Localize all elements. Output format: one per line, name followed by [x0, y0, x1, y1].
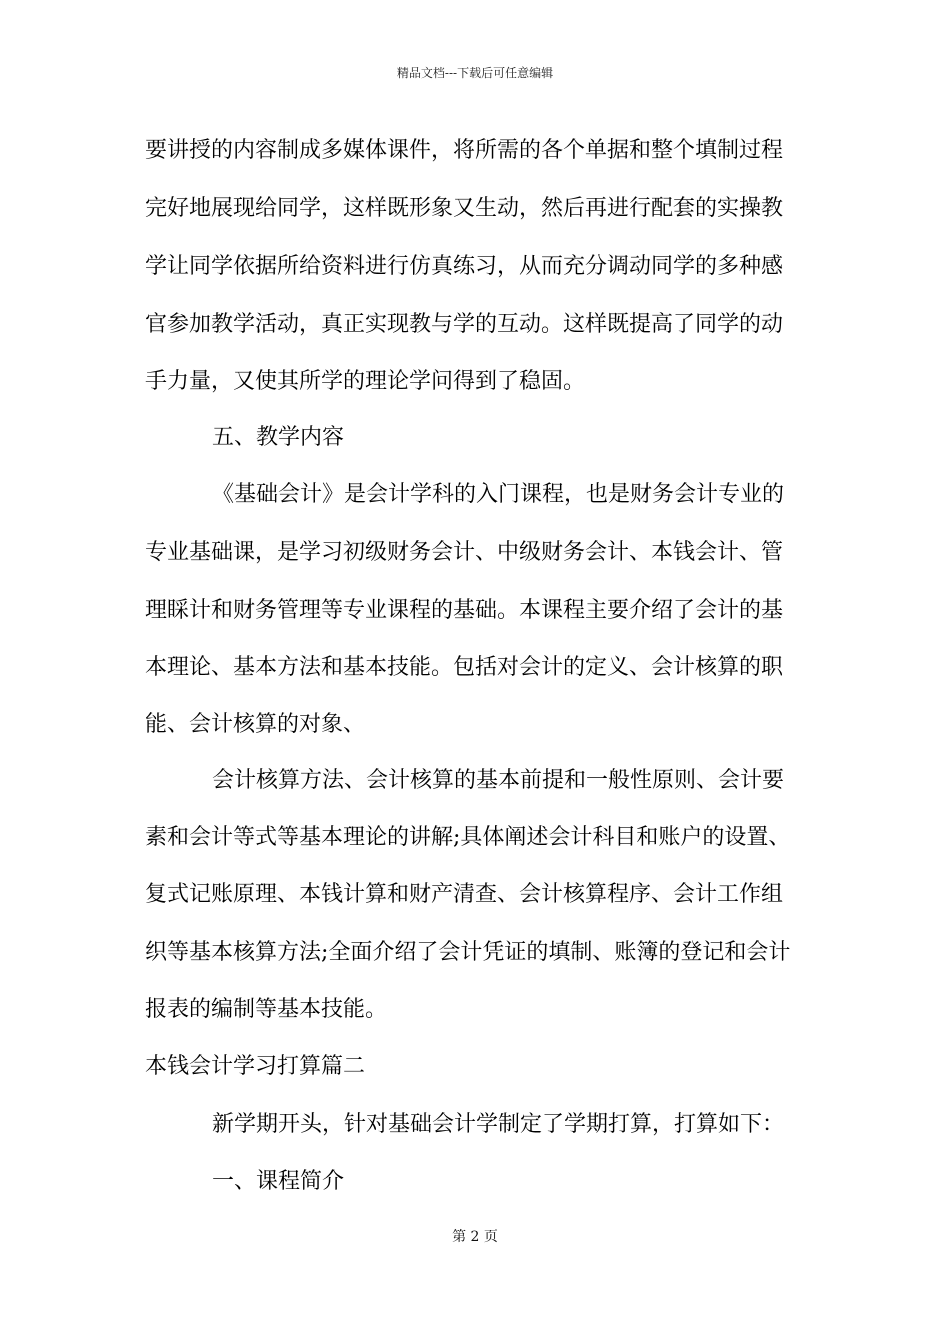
body-line: 素和会计等式等基本理论的讲解;具体阐述会计科目和账户的设置、 — [145, 825, 791, 850]
section-heading: 五、教学内容 — [212, 425, 345, 450]
section-heading: 本钱会计学习打算篇二 — [145, 1054, 366, 1079]
body-line: 手力量，又使其所学的理论学问得到了稳固。 — [145, 369, 586, 394]
section-heading: 一、课程简介 — [212, 1169, 345, 1194]
body-line: 完好地展现给同学，这样既形象又生动，然后再进行配套的实操教 — [145, 196, 784, 221]
body-line: 要讲授的内容制成多媒体课件，将所需的各个单据和整个填制过程 — [145, 138, 784, 163]
body-line: 本理论、基本方法和基本技能。包括对会计的定义、会计核算的职 — [145, 655, 784, 680]
body-line: 报表的编制等基本技能。 — [145, 997, 388, 1022]
body-line: 复式记账原理、本钱计算和财产清查、会计核算程序、会计工作组 — [145, 882, 784, 907]
body-line: 理睬计和财务管理等专业课程的基础。本课程主要介绍了会计的基 — [145, 598, 784, 623]
page-number: 第 2 页 — [452, 1229, 498, 1245]
body-line: 专业基础课，是学习初级财务会计、中级财务会计、本钱会计、管 — [145, 540, 784, 565]
body-line: 织等基本核算方法;全面介绍了会计凭证的填制、账簿的登记和会计 — [145, 940, 791, 965]
body-line: 新学期开头，针对基础会计学制定了学期打算，打算如下： — [212, 1112, 785, 1137]
body-line: 学让同学依据所给资料进行仿真练习，从而充分调动同学的多种感 — [145, 254, 784, 279]
body-line: 《基础会计》是会计学科的入门课程，也是财务会计专业的 — [212, 482, 785, 507]
body-line: 能、会计核算的对象、 — [145, 712, 366, 737]
body-line: 官参加教学活动，真正实现教与学的互动。这样既提高了同学的动 — [145, 312, 784, 337]
body-line: 会计核算方法、会计核算的基本前提和一般性原则、会计要 — [212, 768, 785, 793]
page-header: 精品文档---下载后可任意编辑 — [396, 66, 554, 80]
